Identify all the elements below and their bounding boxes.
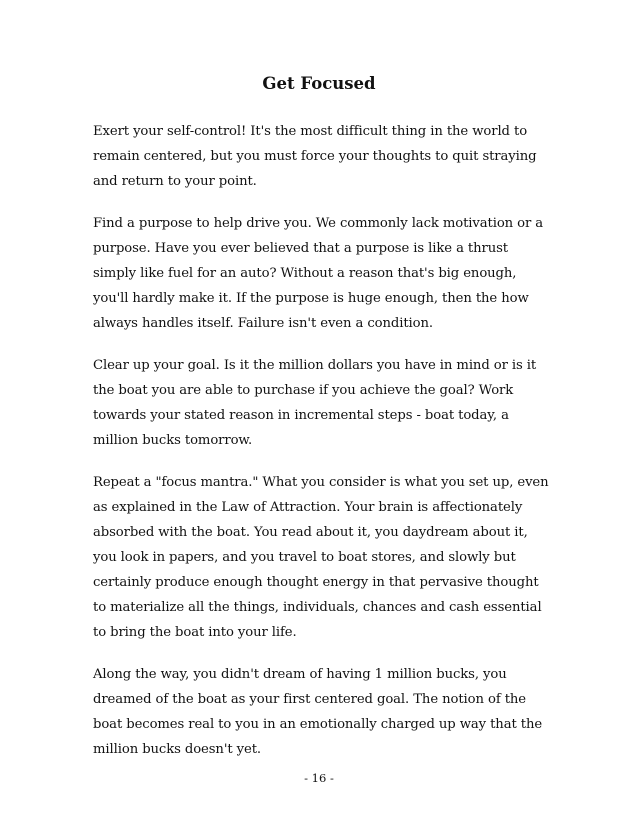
page-number: - 16 - bbox=[304, 771, 334, 785]
paragraph-1: Exert your self-control! It's the most difficult thing in the world to remain centered, but you must force your thoughts to quit straying and return to your point. bbox=[93, 124, 537, 189]
body-text bbox=[93, 119, 553, 779]
paragraph-3: Clear up your goal. Is it the million dollars you have in mind or is it the boat you are able to purchase if you achieve the goal? Work towards your stated reason in incremental steps - boat today, a million bucks tomorrow. bbox=[93, 358, 537, 448]
paragraph-4: Repeat a "focus mantra." What you consider is what you set up, even as explained in the Law of Attraction. Your brain is affectionately absorbed with the boat. You read about it, you daydream about it, you look in papers, and you travel to boat stores, and slowly but certainly produce enough thought energy in that pervasive thought to materialize all the things, individuals, chances and cash essential to bring the boat into your life. bbox=[93, 475, 549, 640]
paragraph-2: Find a purpose to help drive you. We commonly lack motivation or a purpose. Have you ever believed that a purpose is like a thrust simply like fuel for an auto? Without a reason that's big enough, you'll hardly make it. If the purpose is huge enough, then the how always handles itself. Failure isn't even a condition. bbox=[93, 216, 544, 331]
page-title: Get Focused bbox=[262, 74, 376, 93]
paragraph-5: Along the way, you didn't dream of having 1 million bucks, you dreamed of the boat as your first centered goal. The notion of the boat becomes real to you in an emotionally charged up way that the million bucks doesn't yet. bbox=[93, 667, 543, 757]
